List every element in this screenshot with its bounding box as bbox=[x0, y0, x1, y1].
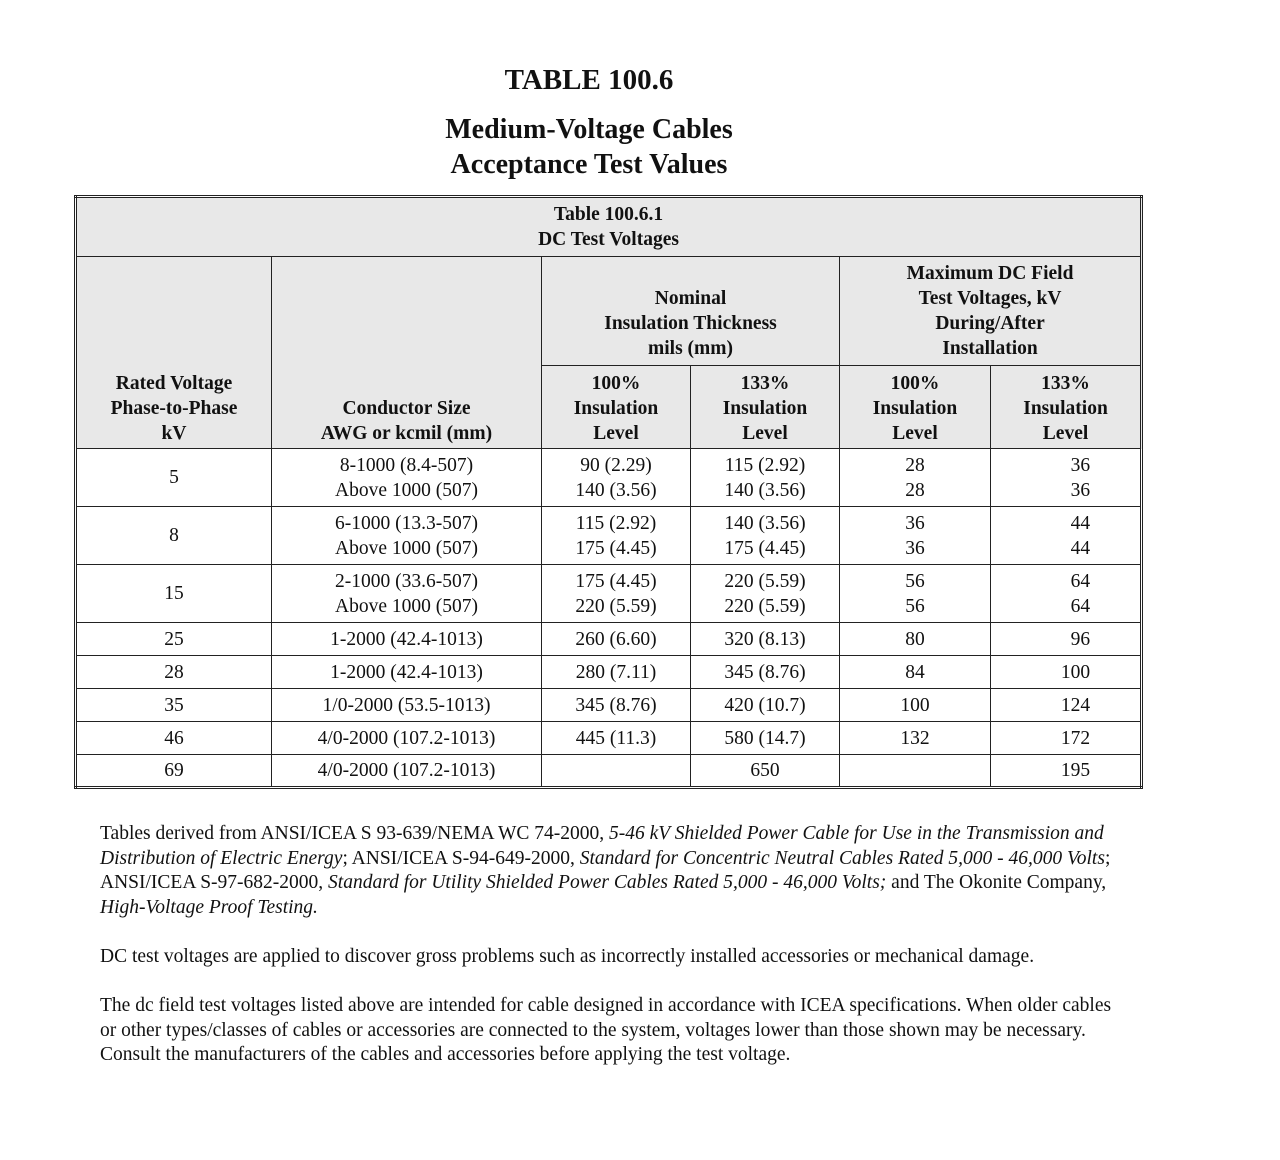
cell-conductor-size bbox=[272, 689, 542, 722]
cell-thickness-100 bbox=[542, 689, 691, 722]
header-line: Insulation bbox=[1023, 398, 1108, 419]
cell-thickness-133 bbox=[691, 623, 840, 656]
cell-thickness-100-line: 175 (4.45) bbox=[575, 537, 657, 559]
table-caption-number: Table 100.6.1 bbox=[553, 204, 664, 225]
cell-conductor-size bbox=[272, 722, 542, 755]
table-body bbox=[76, 449, 1142, 788]
cell-rated-kv: 5 bbox=[76, 449, 272, 507]
cell-voltage-100 bbox=[840, 623, 991, 656]
cell-thickness-100-line: 115 (2.92) bbox=[575, 512, 657, 534]
cell-conductor-size-line: 1-2000 (42.4-1013) bbox=[330, 628, 483, 650]
table-row bbox=[76, 623, 1142, 656]
cell-conductor-size-line: 1/0-2000 (53.5-1013) bbox=[322, 694, 491, 716]
header-voltage-133 bbox=[991, 366, 1142, 449]
cell-thickness-133-line: 175 (4.45) bbox=[724, 537, 806, 559]
cell-rated-kv: 8 bbox=[76, 507, 272, 565]
table-row bbox=[76, 722, 1142, 755]
cell-thickness-133-line: 580 (14.7) bbox=[724, 727, 806, 749]
header-rated-voltage bbox=[76, 257, 272, 449]
table-row bbox=[76, 656, 1142, 689]
cell-conductor-size-line: Above 1000 (507) bbox=[335, 537, 478, 559]
cell-thickness-133 bbox=[691, 755, 840, 788]
cell-voltage-100 bbox=[840, 689, 991, 722]
cell-thickness-133-line: 650 bbox=[750, 760, 780, 781]
cell-conductor-size-line: 2-1000 (33.6-507) bbox=[335, 570, 478, 592]
header-line: Test Voltages, kV bbox=[918, 288, 1062, 309]
cell-thickness-133-line: 220 (5.59) bbox=[724, 570, 806, 592]
cell-voltage-133 bbox=[991, 507, 1142, 565]
note-sources bbox=[100, 822, 1120, 920]
table-row bbox=[76, 449, 1142, 507]
cell-thickness-133-line: 420 (10.7) bbox=[724, 694, 806, 716]
table-row bbox=[76, 565, 1142, 623]
cell-thickness-133 bbox=[691, 689, 840, 722]
header-line: Insulation bbox=[872, 398, 958, 419]
cell-thickness-100 bbox=[542, 656, 691, 689]
page-title-line1: Medium-Voltage Cables bbox=[445, 114, 733, 145]
cell-thickness-133 bbox=[691, 565, 840, 623]
header-line: Insulation bbox=[573, 398, 659, 419]
cell-voltage-133-line: 195 bbox=[1060, 760, 1091, 781]
header-line: Maximum DC Field bbox=[906, 263, 1074, 284]
note-icea-specs: The dc field test voltages listed above are intended for cable designed in accordance with ICEA specifications. When older cables or other types/classes of cables or accessories are connected to the system, voltages lower than those shown may be necessary. Consult the manufacturers of the cables and accessories before applying the test voltage. bbox=[100, 995, 1112, 1066]
cell-thickness-100-line: 260 (6.60) bbox=[575, 628, 657, 650]
cell-conductor-size-line: Above 1000 (507) bbox=[335, 595, 478, 617]
cell-conductor-size-line: 1-2000 (42.4-1013) bbox=[330, 661, 483, 683]
cell-voltage-133 bbox=[991, 755, 1142, 788]
cell-thickness-133-line: 140 (3.56) bbox=[724, 512, 806, 534]
cell-voltage-133 bbox=[991, 623, 1142, 656]
cell-voltage-100-line: 132 bbox=[900, 727, 930, 749]
header-line: Rated Voltage bbox=[115, 373, 233, 394]
header-line: Insulation Thickness bbox=[604, 313, 777, 334]
header-line: mils (mm) bbox=[647, 338, 734, 359]
cell-voltage-100-line: 80 bbox=[905, 628, 925, 650]
note-text: ; ANSI/ICEA S-97-682-2000, bbox=[100, 847, 1111, 894]
header-line: Phase-to-Phase bbox=[110, 398, 238, 419]
cell-thickness-133-line: 220 (5.59) bbox=[724, 595, 806, 617]
cell-conductor-size bbox=[272, 623, 542, 656]
page-title-line2: Acceptance Test Values bbox=[450, 149, 728, 180]
cell-voltage-133 bbox=[991, 565, 1142, 623]
cell-conductor-size-line: 4/0-2000 (107.2-1013) bbox=[317, 760, 496, 781]
cell-rated-kv: 28 bbox=[76, 656, 272, 689]
cell-conductor-size-line: 4/0-2000 (107.2-1013) bbox=[317, 727, 496, 749]
cell-conductor-size bbox=[272, 449, 542, 507]
cell-thickness-100-line: 280 (7.11) bbox=[575, 661, 657, 683]
cell-rated-kv: 15 bbox=[76, 565, 272, 623]
cell-voltage-133-line: 64 bbox=[1070, 570, 1091, 592]
cell-thickness-133 bbox=[691, 449, 840, 507]
header-max-dc-field bbox=[840, 257, 1142, 366]
cell-rated-kv: 46 bbox=[76, 722, 272, 755]
cell-thickness-133-line: 140 (3.56) bbox=[724, 479, 806, 501]
cell-thickness-100 bbox=[542, 449, 691, 507]
header-line: AWG or kcmil (mm) bbox=[320, 423, 493, 444]
table-caption bbox=[76, 197, 1142, 257]
cell-voltage-133 bbox=[991, 449, 1142, 507]
cell-thickness-133-line: 320 (8.13) bbox=[724, 628, 806, 650]
cell-voltage-133-line: 36 bbox=[1070, 479, 1091, 501]
cell-voltage-100-line: 84 bbox=[905, 661, 925, 683]
header-line: Level bbox=[1042, 423, 1089, 444]
cell-thickness-133 bbox=[691, 722, 840, 755]
header-line: Level bbox=[742, 423, 788, 444]
cell-thickness-100 bbox=[542, 722, 691, 755]
table-row bbox=[76, 755, 1142, 788]
cell-rated-kv: 25 bbox=[76, 623, 272, 656]
header-line: kV bbox=[161, 423, 187, 444]
cell-thickness-100-line: 140 (3.56) bbox=[575, 479, 657, 501]
cell-thickness-133 bbox=[691, 656, 840, 689]
cell-thickness-100-line: 445 (11.3) bbox=[575, 727, 657, 749]
header-line: Installation bbox=[942, 338, 1038, 359]
dc-test-voltages-table bbox=[74, 195, 1143, 789]
header-line: Level bbox=[892, 423, 938, 444]
table-row bbox=[76, 689, 1142, 722]
cell-rated-kv: 69 bbox=[76, 755, 272, 788]
cell-voltage-133-line: 44 bbox=[1070, 537, 1091, 559]
cell-voltage-100 bbox=[840, 656, 991, 689]
table-row bbox=[76, 507, 1142, 565]
cell-voltage-133-line: 36 bbox=[1070, 454, 1091, 476]
header-line: During/After bbox=[935, 313, 1045, 334]
cell-rated-kv: 35 bbox=[76, 689, 272, 722]
header-line: Conductor Size bbox=[342, 398, 471, 419]
table-caption-name: DC Test Voltages bbox=[538, 229, 679, 250]
cell-voltage-100-line: 36 bbox=[905, 512, 925, 534]
cell-thickness-133-line: 115 (2.92) bbox=[724, 454, 806, 476]
note-dc-purpose: DC test voltages are applied to discover gross problems such as incorrectly installed accessories or mechanical damage. bbox=[100, 945, 1035, 967]
cell-conductor-size-line: 6-1000 (13.3-507) bbox=[335, 512, 478, 534]
cell-voltage-133-line: 124 bbox=[1060, 694, 1091, 716]
cell-conductor-size bbox=[272, 755, 542, 788]
table-number-title: TABLE 100.6 bbox=[504, 64, 674, 96]
cell-voltage-133-line: 96 bbox=[1070, 628, 1091, 650]
note-citation-title: Standard for Concentric Neutral Cables Rated 5,000 - 46,000 Volts bbox=[579, 847, 1105, 869]
cell-thickness-100-line: 90 (2.29) bbox=[580, 454, 652, 476]
note-text: and The Okonite Company, bbox=[886, 872, 1107, 894]
cell-voltage-100-line: 28 bbox=[905, 454, 925, 476]
note-citation-title: Standard for Utility Shielded Power Cables Rated 5,000 - 46,000 Volts; bbox=[328, 872, 887, 894]
cell-voltage-133 bbox=[991, 656, 1142, 689]
header-thickness-133 bbox=[691, 366, 840, 449]
header-line: 133% bbox=[1041, 373, 1090, 394]
cell-thickness-100 bbox=[542, 755, 691, 788]
cell-thickness-100-line: 220 (5.59) bbox=[575, 595, 657, 617]
cell-conductor-size bbox=[272, 565, 542, 623]
cell-thickness-133 bbox=[691, 507, 840, 565]
cell-voltage-133-line: 64 bbox=[1070, 595, 1091, 617]
cell-voltage-100 bbox=[840, 507, 991, 565]
cell-voltage-100 bbox=[840, 565, 991, 623]
header-line: 133% bbox=[740, 373, 790, 394]
cell-voltage-133-line: 100 bbox=[1060, 661, 1091, 683]
cell-voltage-100 bbox=[840, 449, 991, 507]
cell-thickness-100 bbox=[542, 623, 691, 656]
note-text: Tables derived from ANSI/ICEA S 93-639/NEMA WC 74-2000, bbox=[100, 823, 610, 844]
cell-voltage-100-line: 36 bbox=[905, 537, 925, 559]
cell-voltage-100 bbox=[840, 755, 991, 788]
cell-thickness-100-line: 345 (8.76) bbox=[575, 694, 657, 716]
cell-voltage-133-line: 172 bbox=[1060, 727, 1091, 749]
cell-voltage-100 bbox=[840, 722, 991, 755]
cell-thickness-133-line: 345 (8.76) bbox=[724, 661, 806, 683]
header-line: 100% bbox=[890, 373, 940, 394]
cell-conductor-size bbox=[272, 656, 542, 689]
header-thickness-100 bbox=[542, 366, 691, 449]
note-text: ; ANSI/ICEA S-94-649-2000, bbox=[342, 847, 580, 869]
header-conductor-size bbox=[272, 257, 542, 449]
cell-conductor-size bbox=[272, 507, 542, 565]
cell-thickness-100-line: 175 (4.45) bbox=[575, 570, 657, 592]
cell-conductor-size-line: Above 1000 (507) bbox=[335, 479, 478, 501]
cell-voltage-100-line: 28 bbox=[905, 479, 925, 501]
cell-voltage-133-line: 44 bbox=[1070, 512, 1091, 534]
header-voltage-100 bbox=[840, 366, 991, 449]
notes-section bbox=[100, 822, 1120, 1093]
cell-voltage-133 bbox=[991, 689, 1142, 722]
header-line: Insulation bbox=[722, 398, 808, 419]
cell-thickness-100 bbox=[542, 507, 691, 565]
header-nominal-insulation bbox=[542, 257, 840, 366]
cell-voltage-100-line: 100 bbox=[900, 694, 930, 716]
header-line: Nominal bbox=[654, 288, 727, 309]
cell-thickness-100 bbox=[542, 565, 691, 623]
cell-voltage-100-line: 56 bbox=[905, 570, 925, 592]
header-line: 100% bbox=[591, 373, 641, 394]
cell-voltage-100-line: 56 bbox=[905, 595, 925, 617]
note-citation-title: 5-46 kV Shielded Power Cable for Use in the Transmission and Distribution of Electric Energy bbox=[100, 823, 1104, 869]
cell-voltage-133 bbox=[991, 722, 1142, 755]
cell-conductor-size-line: 8-1000 (8.4-507) bbox=[339, 454, 474, 476]
note-citation-title: High-Voltage Proof Testing. bbox=[100, 896, 318, 918]
header-line: Level bbox=[593, 423, 639, 444]
